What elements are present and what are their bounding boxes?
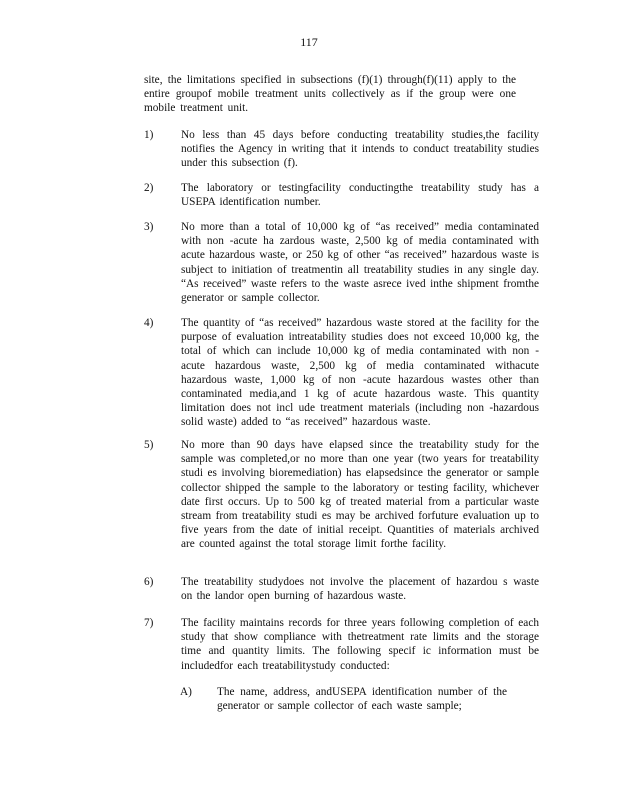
list-item-number: 4) xyxy=(144,317,154,329)
list-item-number: 3) xyxy=(144,221,154,233)
list-item-number: 1) xyxy=(144,129,154,141)
intro-paragraph: site, the limitations specified in subsections (f)(1) through(f)(11) apply to the entire groupof mobile treatment units collectively as if the group were one mobile treatment unit. xyxy=(144,74,516,115)
page-number: 117 xyxy=(300,35,318,49)
list-item-text: The laboratory or testingfacility conductingthe treatability study has a USEPA identification number. xyxy=(181,182,539,209)
list-item-text: The quantity of “as received” hazardous waste stored at the facility for the purpose of evaluation intreatability studies does not exceed 10,000 kg, the total of which can include 10,000 kg of media contaminated with non -acute hazardous waste, 2,500 kg of media contaminated withacute hazardous waste, 1,000 kg of non -acute hazardous wastes other than contaminated media,and 1 kg of acute hazardous waste. This quantity limitation does not incl ude treatment materials (including non -hazardous solid waste) added to “as received” hazardous waste. xyxy=(181,317,539,429)
list-item-number: 6) xyxy=(144,576,154,588)
list-item-number: 2) xyxy=(144,182,154,194)
list-item-number: 5) xyxy=(144,439,154,451)
list-item-text: The treatability studydoes not involve the placement of hazardou s waste on the landor open burning of hazardous waste. xyxy=(181,576,539,603)
sub-list-item-text: The name, address, andUSEPA identification number of the generator or sample collector of each waste sample; xyxy=(217,686,507,713)
sub-list-item-letter: A) xyxy=(180,686,192,698)
list-item-text: No more than 90 days have elapsed since the treatability study for the sample was completed,or no more than one year (two years for treatability studi es involving bioremediation) has elapsedsince the generator or sample collector shipped the sample to the laboratory or testing facility, whichever date first occurs. Up to 500 kg of treated material from a particular waste stream from treatability studi es may be archived forfuture evaluation up to five years from the date of initial receipt. Quantities of materials archived are counted against the total storage limit forthe facility. xyxy=(181,439,539,551)
list-item-text: The facility maintains records for three years following completion of each study that show compliance with thetreatment rate limits and the storage time and quantity limits. The following specif ic information must be includedfor each treatabilitystudy conducted: xyxy=(181,617,539,672)
list-item-number: 7) xyxy=(144,617,154,629)
list-item-text: No less than 45 days before conducting treatability studies,the facility notifies the Agency in writing that it intends to conduct treatability studies under this subsection (f). xyxy=(181,129,539,170)
list-item-text: No more than a total of 10,000 kg of “as received” media contaminated with non -acute ha zardous waste, 2,500 kg of media contaminated with acute hazardous waste, or 250 kg of other “as received” hazardous waste is subject to initiation of treatmentin all treatability studies in any single day. “As received” waste refers to the waste asrece ived inthe shipment fromthe generator or sample collector. xyxy=(181,221,539,305)
